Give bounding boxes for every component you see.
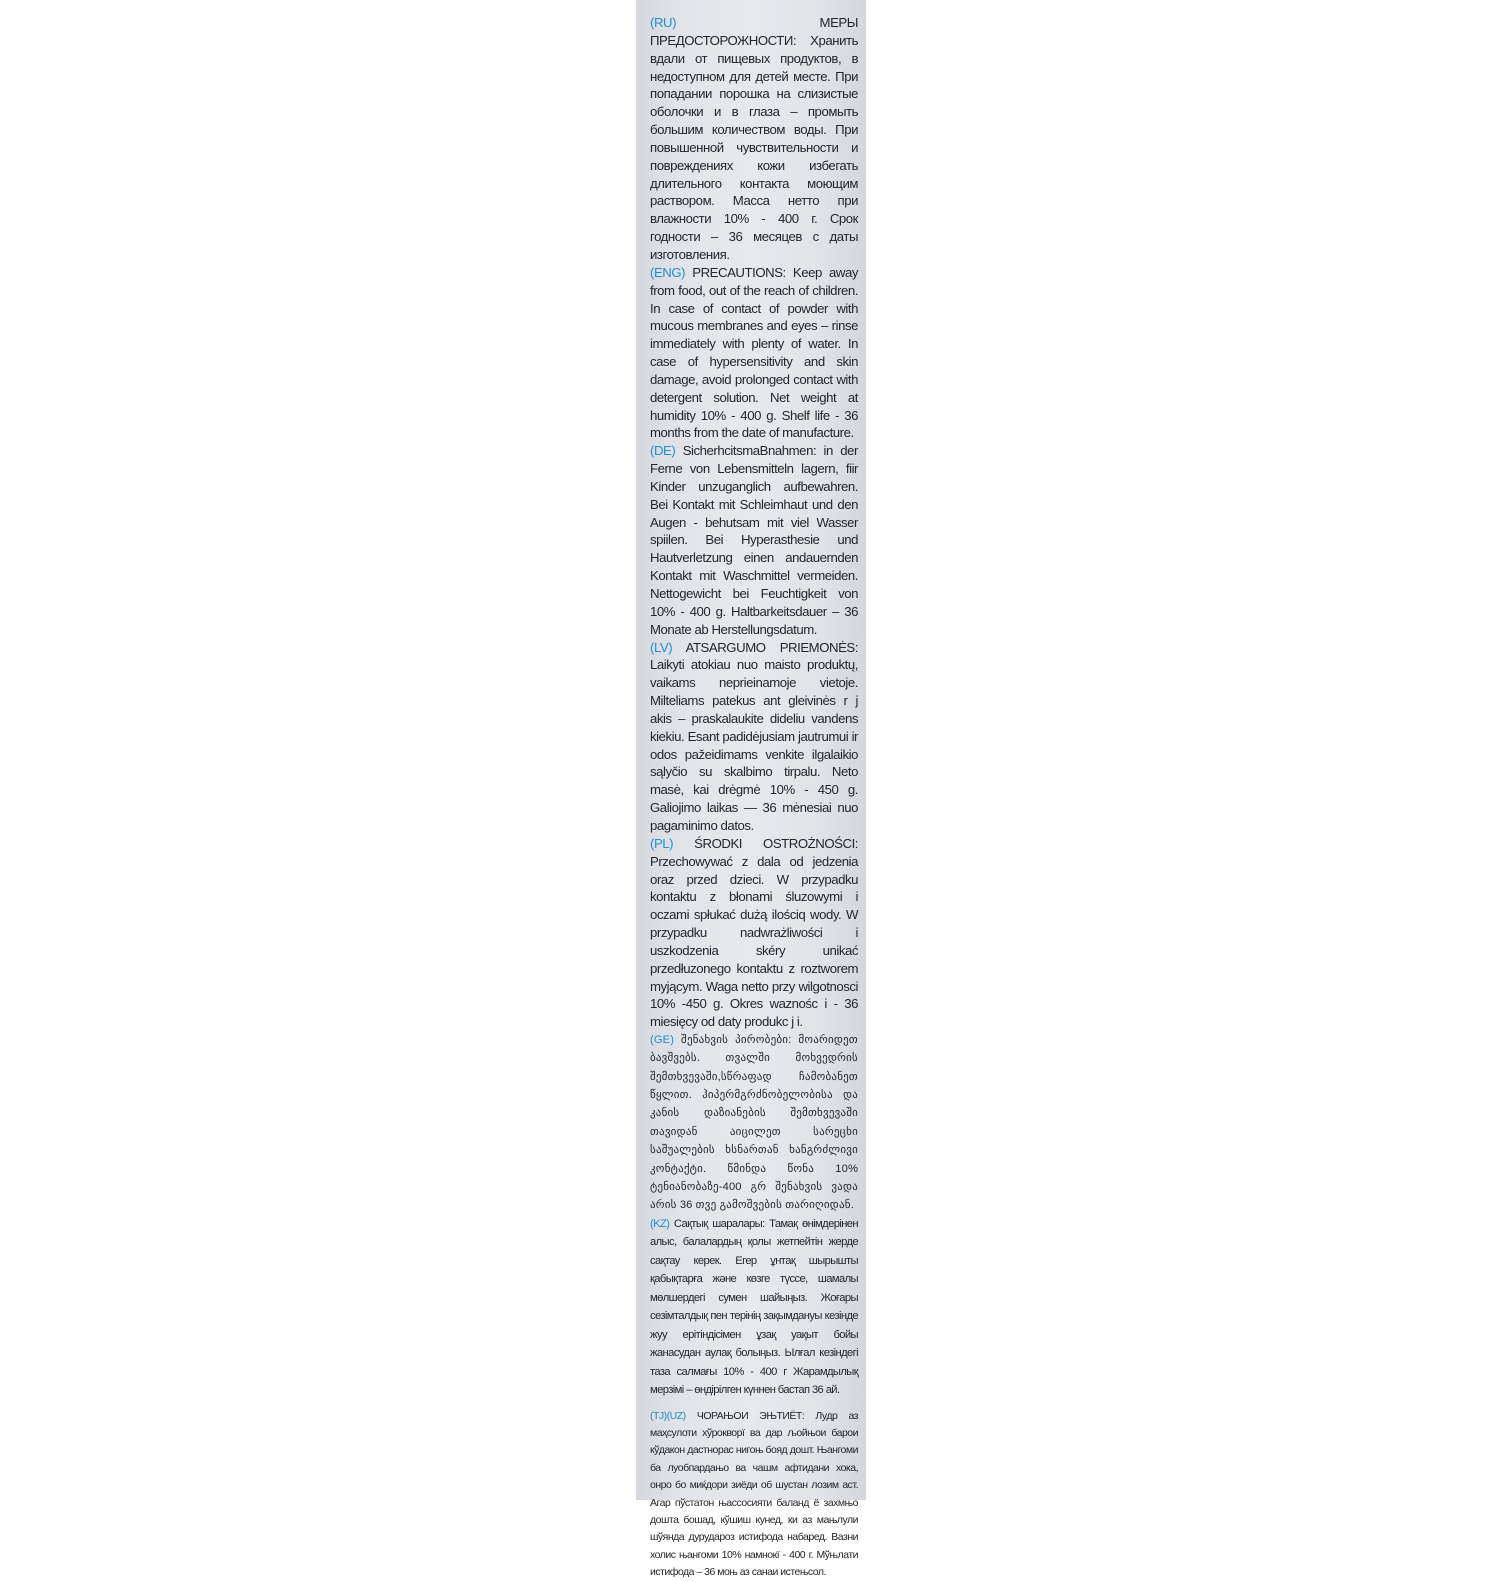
lang-tag-lv: (LV) xyxy=(650,639,673,655)
section-tj-uz xyxy=(650,1408,858,1582)
section-ge-text: შენახვის პირობები: მოარიდეთ ბავშვებს. თვალში მოხვედრის შემთხვევაში,სწრაფად ჩამობანეთ წყლით. ჰიპერმგრძნობელობისა და კანის დაზიანების შემთხვევაში თავიდან აიცილეთ სარეცხი საშუალების ხსნართან ხანგრძლივი კონტაქტი. წმინდა წონა 10% ტენიანობაზე-400 გრ შენახვის ვადა არის 36 თვე გამოშვების თარიღიდან. xyxy=(650,1034,858,1212)
section-eng xyxy=(650,264,858,442)
section-pl xyxy=(650,835,858,1031)
section-ru xyxy=(650,14,858,264)
lang-tag-kz: (KZ) xyxy=(650,1217,670,1230)
section-tj-uz-text: ЧОРАЊОИ ЭЊТИЁТ: Лудр аз маҳсулоти хўрокворї ва дар љойњои барои кўдакон дастнорас нигоњ бояд дошт. Њангоми ба луобпардањо ва чашм афтидани хока, онро бо миќдори зиёди об шустан лозим аст. Агар пўстатон њассосияти баланд ё захмњо дошта бошад, кўшиш кунед, ки аз мањлули шўянда дурудароз истифода набаред. Вазни холис њангоми 10% намнокї - 400 г. Мўњлати истифода – 36 моњ аз санаи истењсол. xyxy=(650,1409,858,1579)
section-lv-text: ATSARGUMO PRIEMONĖS: Laikyti atokiau nuo maisto produktų, vaikams neprieinamoje vietoje. Milteliams patekus ant gleivinės r j akis – praskalaukite dideliu vandens kiekiu. Esant padidėjusiam jautrumui ir odos pažeidimams venkite ilgalaikio sąlyčio su skalbimo tirpalu. Neto masė, kai drėgmė 10% - 450 g. Galiojimo laikas — 36 mėnesiai nuo pagaminimo datos. xyxy=(650,639,858,833)
section-de xyxy=(650,442,858,638)
lang-tag-de: (DE) xyxy=(650,443,676,459)
section-kz xyxy=(650,1215,858,1400)
section-ge xyxy=(650,1031,858,1214)
lang-tag-eng: (ENG) xyxy=(650,264,686,280)
section-pl-text: ŚRODKI OSTROŻNOŚCI: Przechowywać z dala od jedzenia oraz przed dzieci. W przypadku kontaktu z błonami śluzowymi i oczami spłukać dużą ilościq wody. W przypadku nadwrażliwości i uszkodzenia skéry unikać przedłuzonego kontaktu z roztworem myjącym. Waga netto przy wilgotnosci 10% -450 g. Okres waznośc i - 36 miesięcy od daty produkc j i. xyxy=(650,835,858,1030)
lang-tag-pl: (PL) xyxy=(650,835,674,851)
section-ru-text: МЕРЫ ПРЕДОСТОРОЖНОСТИ: Хранить вдали от пищевых продуктов, в недоступном для детей месте. При попадании порошка на слизистые оболочки и в глаза – промыть большим количеством воды. При повышенной чувствительности и повреждениях кожи избегать длительного контакта моющим раствором. Масса нетто при влажности 10% - 400 г. Срок годности – 36 месяцев с даты изготовления. xyxy=(650,15,858,262)
lang-tag-ge: (GE) xyxy=(650,1034,675,1047)
section-kz-text: Сақтық шаралары: Тамақ өнімдерінен алыс, балалардың қолы жетпейтін жерде сақтау керек. Егер ұнтақ шырышты қабықтарға және көзге түссе, шамалы мөлшердегі сумен шайыңыз. Жоғары сезімталдық пен терінің зақымдануы кезінде жуу ерітіндісімен ұзақ уақыт бойы жанасудан аулақ болыңыз. Ылғал кезіндегі таза салмағы 10% - 400 г Жарамдылық мерзімі – өндірілген күннен бастап 36 ай. xyxy=(650,1217,858,1397)
label-strip xyxy=(636,0,866,1579)
section-eng-text: PRECAUTIONS: Keep away from food, out of the reach of children. In case of contact of powder with mucous membranes and eyes – rinse immediately with plenty of water. In case of hypersensitivity and skin damage, avoid prolonged contact with detergent solution. Net weight at humidity 10% - 400 g. Shelf life - 36 months from the date of manufacture. xyxy=(650,264,858,441)
lang-tag-tj-uz: (TJ)(UZ) xyxy=(650,1409,686,1422)
section-de-text: SicherhcitsmaBnahmen: in der Ferne von Lebensmitteln lagern, fiir Kinder unzuganglich aufbewahren. Bei Kontakt mit Schleimhaut und den Augen - behutsam mit viel Wasser spiilen. Bei Hyperasthesie und Hautverletzung einen andauernden Kontakt mit Waschmittel vermeiden. Nettogewicht bei Feuchtigkeit von 10% - 400 g. Haltbarkeitsdauer – 36 Monate ab Herstellungsdatum. xyxy=(650,443,858,637)
section-lv xyxy=(650,639,858,835)
lang-tag-ru: (RU) xyxy=(650,15,677,30)
